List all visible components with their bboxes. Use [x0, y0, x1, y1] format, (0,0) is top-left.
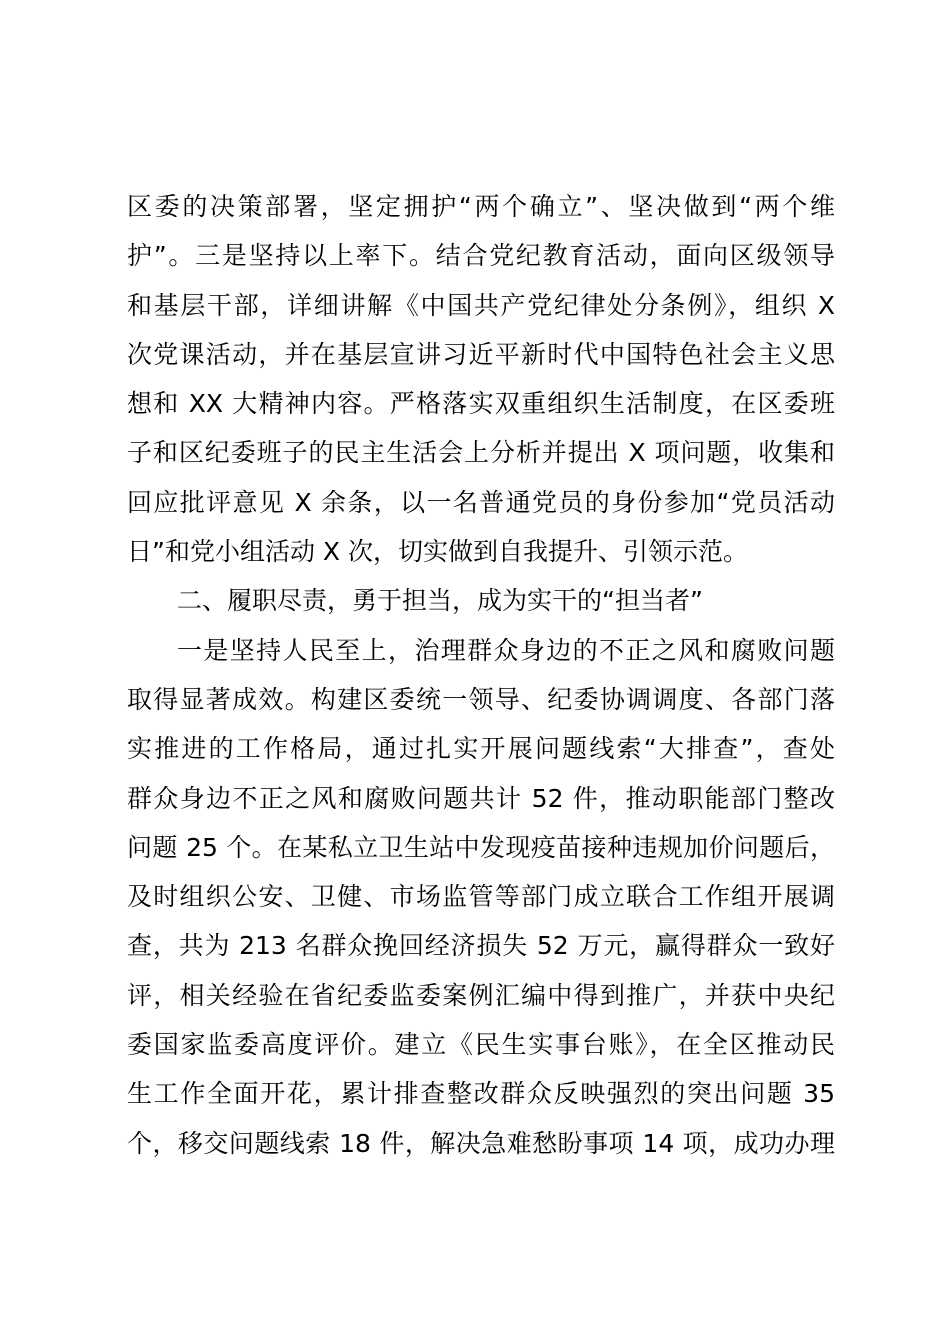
paragraph-line: 取得显著成效。构建区委统一领导、纪委协调调度、各部门落 — [127, 684, 835, 714]
paragraph-line: 实推进的工作格局，通过扎实开展问题线索“大排查”，查处 — [127, 734, 835, 764]
paragraph-line: 委国家监委高度评价。建立《民生实事台账》，在全区推动民 — [127, 1030, 835, 1060]
paragraph-line: 群众身边不正之风和腐败问题共计 52 件，推动职能部门整改 — [127, 783, 835, 813]
paragraph-line: 区委的决策部署，坚定拥护“两个确立”、坚决做到“两个维 — [127, 192, 835, 221]
paragraph-line: 生工作全面开花，累计排查整改群众反映强烈的突出问题 35 — [127, 1079, 835, 1109]
paragraph-line: 想和 XX 大精神内容。严格落实双重组织生活制度，在区委班 — [127, 389, 835, 419]
paragraph-line: 护”。三是坚持以上率下。结合党纪教育活动，面向区级领导 — [127, 241, 835, 271]
paragraph-line: 评，相关经验在省纪委监委案例汇编中得到推广，并获中央纪 — [127, 980, 835, 1010]
section-heading: 二、履职尽责，勇于担当，成为实干的“担当者” — [177, 586, 703, 616]
paragraph-line: 回应批评意见 X 余条，以一名普通党员的身份参加“党员活动 — [127, 487, 835, 517]
paragraph-line: 次党课活动，并在基层宣讲习近平新时代中国特色社会主义思 — [127, 339, 835, 369]
paragraph-line: 子和区纪委班子的民主生活会上分析并提出 X 项问题，收集和 — [127, 438, 835, 468]
document-body — [127, 182, 835, 1168]
paragraph-line: 及时组织公安、卫健、市场监管等部门成立联合工作组开展调 — [127, 882, 835, 912]
paragraph-line: 一是坚持人民至上，治理群众身边的不正之风和腐败问题 — [177, 635, 835, 665]
paragraph-line: 查，共为 213 名群众挽回经济损失 52 万元，赢得群众一致好 — [127, 931, 835, 961]
paragraph-line: 个，移交问题线索 18 件，解决急难愁盼事项 14 项，成功办理 — [127, 1128, 835, 1158]
paragraph-line: 日”和党小组活动 X 次，切实做到自我提升、引领示范。 — [127, 537, 748, 567]
paragraph-line: 问题 25 个。在某私立卫生站中发现疫苗接种违规加价问题后， — [127, 832, 835, 862]
paragraph-line: 和基层干部，详细讲解《中国共产党纪律处分条例》，组织 X — [127, 290, 835, 320]
